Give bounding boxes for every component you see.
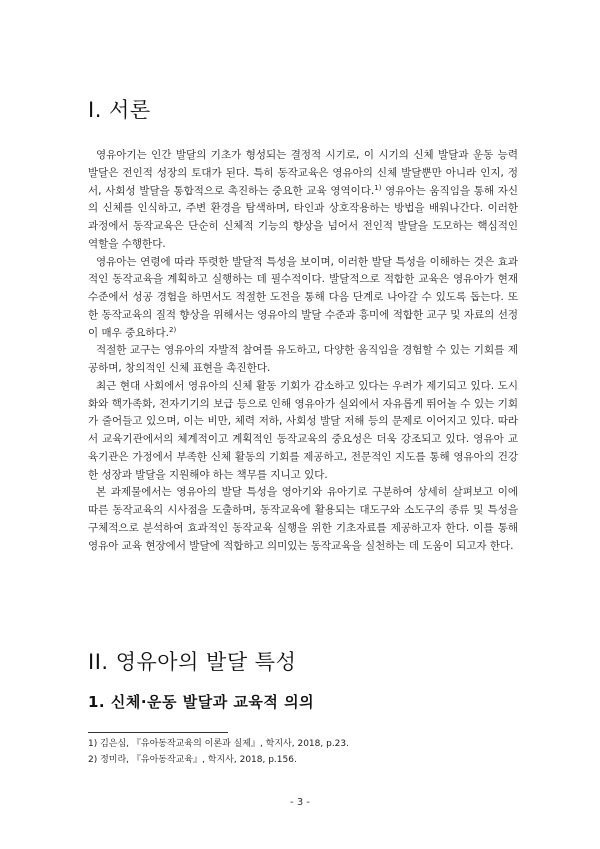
paragraph-3: 적절한 교구는 영유아의 자발적 참여를 유도하고, 다양한 움직임을 경험할 수 있는 기회를 제공하며, 창의적인 신체 표현을 촉진한다. (88, 344, 518, 374)
footnote-1: 1) 김은심, 『유아동작교육의 이론과 실제』, 학지사, 2018, p.23. (88, 739, 349, 749)
footnotes (88, 736, 518, 768)
footnote-ref-2[interactable]: 2) (169, 325, 177, 334)
footnote-ref-1[interactable]: 1) (374, 183, 382, 192)
introduction-body (88, 147, 518, 555)
section-title-development: II. 영유아의 발달 특성 (88, 650, 297, 674)
footnote-2: 2) 정미라, 『유아동작교육』, 학지사, 2018, p.156. (88, 755, 297, 765)
page-number: - 3 - (290, 797, 310, 808)
paragraph-2: 영유아는 연령에 따라 뚜렷한 발달적 특성을 보이며, 이러한 발달 특성을 이해하는 것은 효과적인 동작교육을 계획하고 실행하는 데 필수적이다. 발달적으로 적합한 교육은 영유아가 현재 수준에서 성공 경험을 하면서도 적절한 도전을 통해 다음 단계로 나아갈 수 있도록 돕는다. 또한 동작교육의 질적 향상을 위해서는 영유아의 발달 수준과 흥미에 적합한 교구 및 자료의 선정이 매우 중요하다.$^{2)}$ (88, 255, 518, 339)
section-title-introduction: I. 서론 (88, 98, 151, 122)
paragraph-5: 본 과제물에서는 영유아의 발달 특성을 영아기와 유아기로 구분하여 상세히 살펴보고 이에 따른 동작교육의 시사점을 도출하며, 동작교육에 활용되는 대도구와 소도구의 종류 및 특성을 구체적으로 분석하여 효과적인 동작교육 실행을 위한 기초자료를 제공하고자 한다. 이를 통해 영유아 교육 현장에서 발달에 적합하고 의미있는 동작교육을 실천하는 데 도움이 되고자 한다. (88, 486, 518, 552)
paragraph-4: 최근 현대 사회에서 영유아의 신체 활동 기회가 감소하고 있다는 우려가 제기되고 있다. 도시화와 핵가족화, 전자기기의 보급 등으로 인해 영유아가 실외에서 자유롭게 뛰어놀 수 있는 기회가 줄어들고 있으며, 이는 비만, 체력 저하, 사회성 발달 저해 등의 문제로 이어지고 있다. 따라서 교육기관에서의 체계적이고 계획적인 동작교육의 중요성은 더욱 강조되고 있다. 영유아 교육기관은 가정에서 부족한 신체 활동의 기회를 제공하고, 전문적인 지도를 통해 영유아의 건강한 성장과 발달을 지원해야 하는 책무를 지니고 있다. (88, 379, 518, 481)
paragraph-1: 영유아기는 인간 발달의 기초가 형성되는 결정적 시기로, 이 시기의 신체 발달과 운동 능력 발달은 전인적 성장의 토대가 된다. 특히 동작교육은 영유아의 신체 발달뿐만 아니라 인지, 정서, 사회성 발달을 통합적으로 촉진하는 중요한 교육 영역이다.$^{1)}$ 영유아는 움직임을 통해 자신의 신체를 인식하고, 주변 환경을 탐색하며, 타인과 상호작용하는 방법을 배워나간다. 이러한 과정에서 동작교육은 단순히 신체적 기능의 향상을 넘어서 전인적 발달을 도모하는 핵심적인 역할을 수행한다. (88, 149, 518, 250)
footnote-divider (88, 732, 228, 733)
subsection-title: 1. 신체·운동 발달과 교육적 의의 (88, 693, 315, 711)
